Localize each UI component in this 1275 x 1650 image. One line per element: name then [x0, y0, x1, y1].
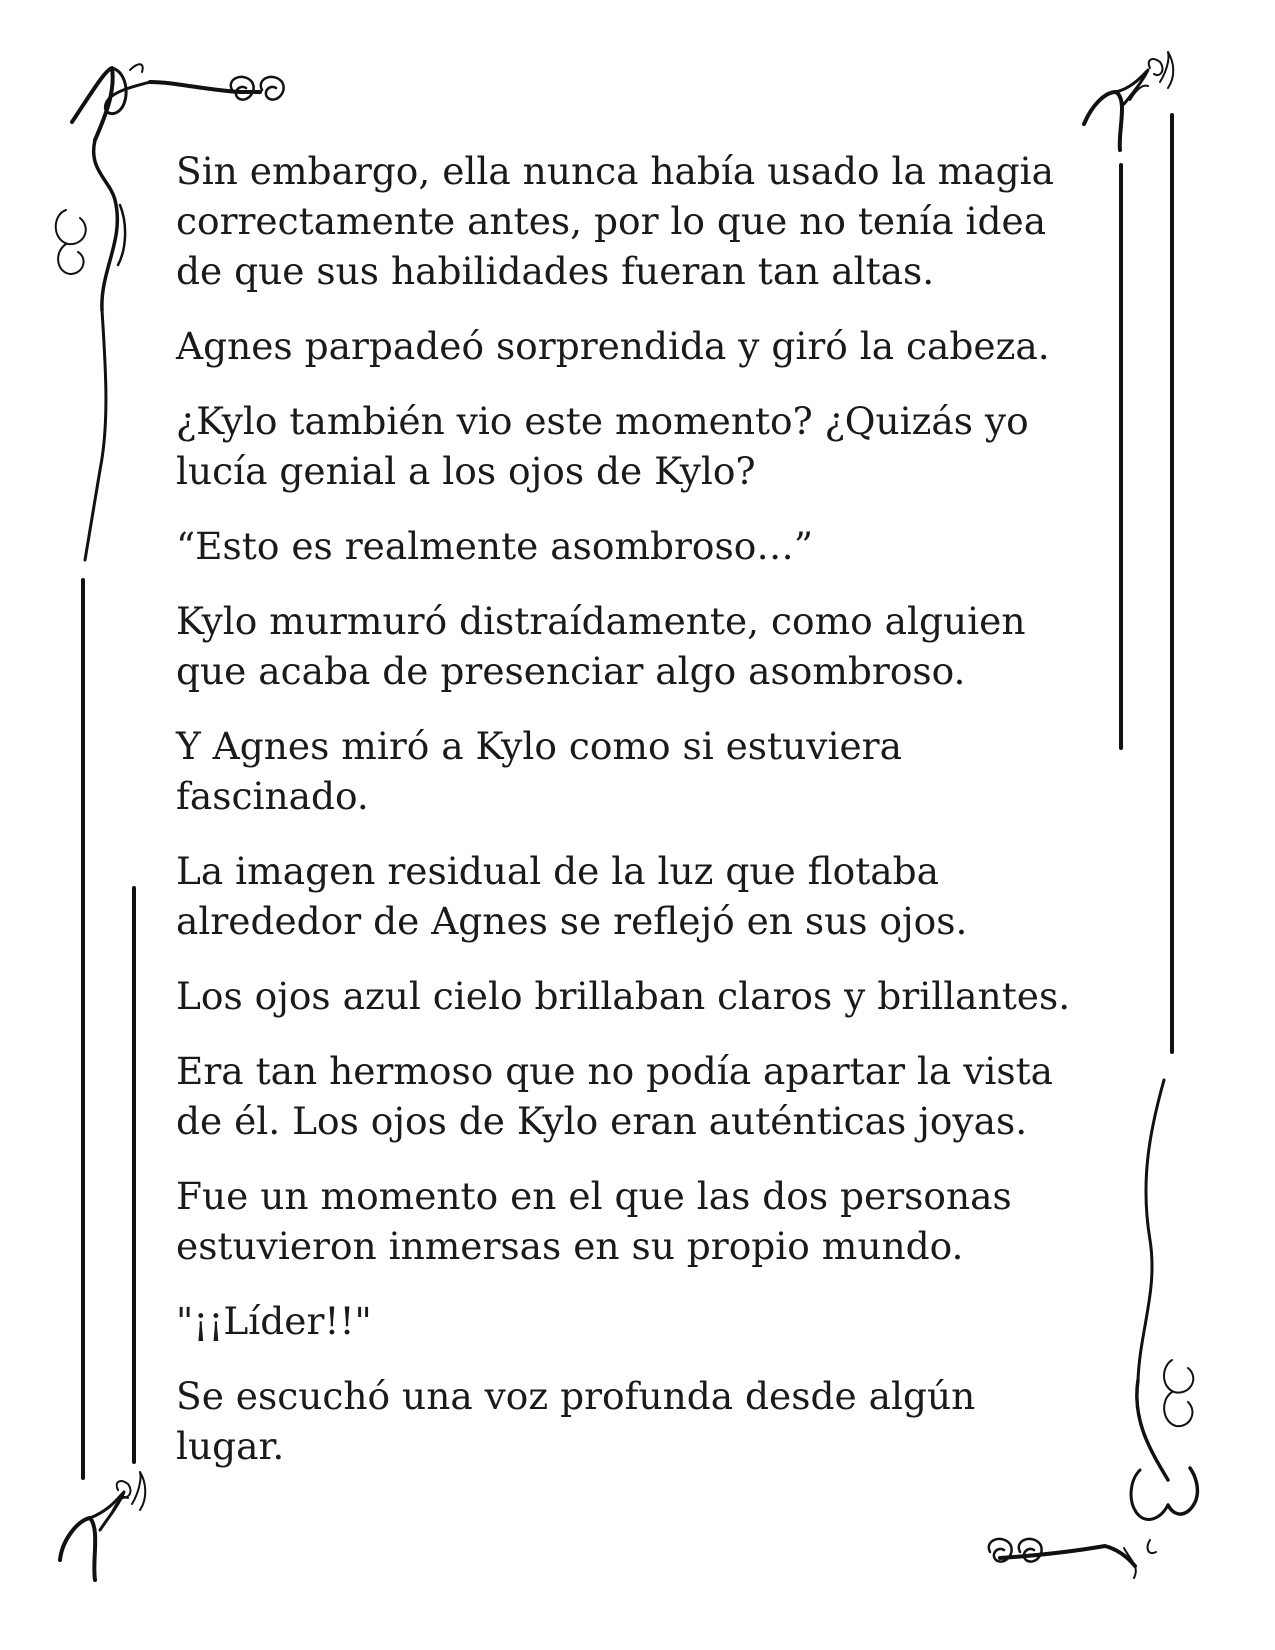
text-line: Fue un momento en el que las dos personas [176, 1174, 1012, 1218]
paragraph [176, 846, 1096, 946]
text-line: que acaba de presenciar algo asombroso. [176, 649, 966, 693]
text-line: Agnes parpadeó sorprendida y giró la cabeza. [176, 324, 1050, 368]
text-line: de él. Los ojos de Kylo eran auténticas joyas. [176, 1099, 1028, 1143]
text-line: de que sus habilidades fueran tan altas. [176, 249, 935, 293]
text-line: fascinado. [176, 774, 369, 818]
text-line: lugar. [176, 1424, 285, 1468]
paragraph [176, 971, 1096, 1021]
text-line: estuvieron inmersas en su propio mundo. [176, 1224, 964, 1268]
text-line: lucía genial a los ojos de Kylo? [176, 449, 756, 493]
paragraph [176, 596, 1096, 696]
text-line: Sin embargo, ella nunca había usado la magia [176, 149, 1054, 193]
paragraph [176, 1046, 1096, 1146]
bottom-left-flourish [60, 1472, 145, 1580]
story-text [176, 146, 1096, 1496]
text-line: Los ojos azul cielo brillaban claros y brillantes. [176, 974, 1071, 1018]
paragraph [176, 1171, 1096, 1271]
top-right-flourish [1084, 52, 1173, 150]
paragraph [176, 721, 1096, 821]
text-line: "¡¡Líder!!" [176, 1299, 372, 1343]
text-line: Kylo murmuró distraídamente, como alguien [176, 599, 1026, 643]
paragraph [176, 1371, 1096, 1471]
paragraph [176, 321, 1096, 371]
text-line: Se escuchó una voz profunda desde algún [176, 1374, 976, 1418]
text-line: La imagen residual de la luz que flotaba [176, 849, 940, 893]
text-line: Y Agnes miró a Kylo como si estuviera [176, 724, 902, 768]
paragraph [176, 521, 1096, 571]
paragraph [176, 1296, 1096, 1346]
text-line: alrededor de Agnes se reflejó en sus ojos. [176, 899, 968, 943]
text-line: “Esto es realmente asombroso…” [176, 524, 814, 568]
paragraph [176, 146, 1096, 296]
text-line: ¿Kylo también vio este momento? ¿Quizás yo [176, 399, 1029, 443]
text-line: correctamente antes, por lo que no tenía idea [176, 199, 1047, 243]
text-line: Era tan hermoso que no podía apartar la vista [176, 1049, 1054, 1093]
paragraph [176, 396, 1096, 496]
